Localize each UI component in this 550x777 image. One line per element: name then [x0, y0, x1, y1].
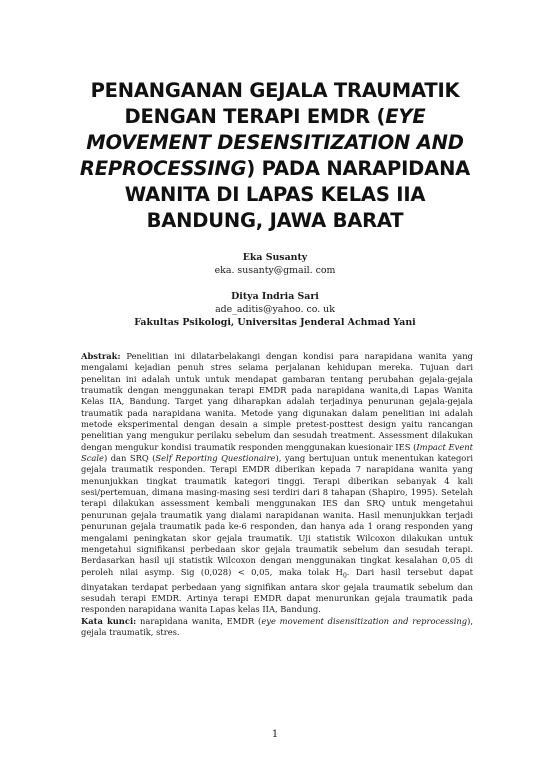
title-line-2: [70, 104, 480, 130]
author-name: Eka Susanty: [242, 252, 308, 263]
paper-title: [70, 78, 480, 234]
abstract-srq-term: Self Reporting Questionaire: [155, 453, 276, 464]
author-block-1: [0, 251, 550, 277]
title-line-4-text: ) PADA NARAPIDANA: [246, 157, 471, 180]
keywords-italic: eye movement disensitization and reprocessing: [261, 615, 468, 626]
abstract-text: . Dari hasil tersebut dapat dinyatakan terdapat perbedaan yang signifikan antara skor gejala traumatik sebelum dan sesudah terapi EMDR. Artinya terapi EMDR dapat menurunkan gejala traumatik pada responden narapidana wanita Lapas kelas IIA, Bandung.: [81, 566, 473, 615]
author-block-2: [0, 290, 550, 329]
keywords: [81, 616, 473, 639]
author-email: eka. susanty@gmail. com: [214, 265, 336, 276]
page-number: 1: [271, 729, 279, 740]
abstract-label: Abstrak:: [81, 351, 121, 361]
author-name: Ditya Indria Sari: [231, 291, 319, 302]
abstract-body: [81, 351, 473, 616]
abstract-ies-term: Impact Event Scale: [81, 441, 473, 464]
title-line-6: BANDUNG, JAWA BARAT: [146, 209, 404, 232]
keywords-label: Kata kunci:: [81, 615, 137, 626]
keywords-text: ), gejala traumatik, stres.: [81, 615, 473, 637]
author-email: ade_aditis@yahoo. co. uk: [215, 304, 335, 315]
title-line-1: PENANGANAN GEJALA TRAUMATIK: [90, 79, 460, 102]
author-affiliation: Fakultas Psikologi, Universitas Jenderal Achmad Yani: [134, 317, 416, 328]
abstract-text: ), yang bertujuan untuk menentukan kategori gejala traumatik responden. Terapi EMDR diberikan kepada 7 narapidana wanita yang menunjukkan tingkat traumatik kategori tinggi. Terapi diberikan sebanyak 4 kali sesi/pertemuan, dimana masing-masing sesi terdiri dari 8 tahapan (Shapiro, 1995). Setelah terapi dilakukan assessment kembali menggunakan IES dan SRQ untuk mengetahui penurunan gejala traumatik yang dialami narapidanan wanita. Hasil menunjukkan terjadi penurunan gejala traumatik pada ke-6 responden, dan hanya ada 1 orang responden yang mengalami peningkatan skor gejala traumatik. Uji statistik Wilcoxon dilakukan untuk mengetahui signifikansi perbedaan skor gejala traumatik sebelum dan sesudah terapi. Berdasarkan hasil uji statistik Wilcoxon dengan menggunakan tingkat kesalahan 0,05 di peroleh nilai asymp. Sig (0,028) < 0,05, maka tolak H: [81, 453, 473, 577]
keywords-text: narapidana wanita, EMDR (: [136, 615, 262, 626]
title-line-4-italic: REPROCESSING: [79, 157, 247, 180]
title-line-2-italic: EYE: [385, 105, 426, 128]
title-line-4: [70, 156, 480, 182]
h-subscript: 0: [342, 572, 347, 580]
title-line-3: MOVEMENT DESENSITIZATION AND: [86, 131, 464, 154]
abstract: [81, 351, 473, 638]
abstract-text: ) dan SRQ (: [103, 453, 156, 464]
title-line-5: WANITA DI LAPAS KELAS IIA: [124, 183, 426, 206]
abstract-text: Penelitian ini dilatarbelakangi dengan kondisi para narapidana wanita yang mengalami kejadian penuh stres selama perjalanan kehidupan mereka. Tujuan dari penelitan ini adalah untuk untuk mendapat gambaran tentang perubahan gejala-gejala traumatik dengan menggunakan terapi EMDR pada narapidana wanita,di Lapas Wanita Kelas IIA, Bandung. Target yang diharapkan adalah terjadinya penurunan gejala-gejala traumatik pada narapidana wanita. Metode yang digunakan dalam penelitian ini adalah metode eksperimental dengan desain a simple pretest-posttest design yaitu rancangan penelitian yang mengukur perilaku sebelum dan sesudah treatment. Assessment dilakukan dengan mengukur kondisi traumatik responden menggunakan kuesionair IES (: [81, 351, 473, 452]
title-line-2-text: DENGAN TERAPI EMDR (: [124, 105, 386, 128]
